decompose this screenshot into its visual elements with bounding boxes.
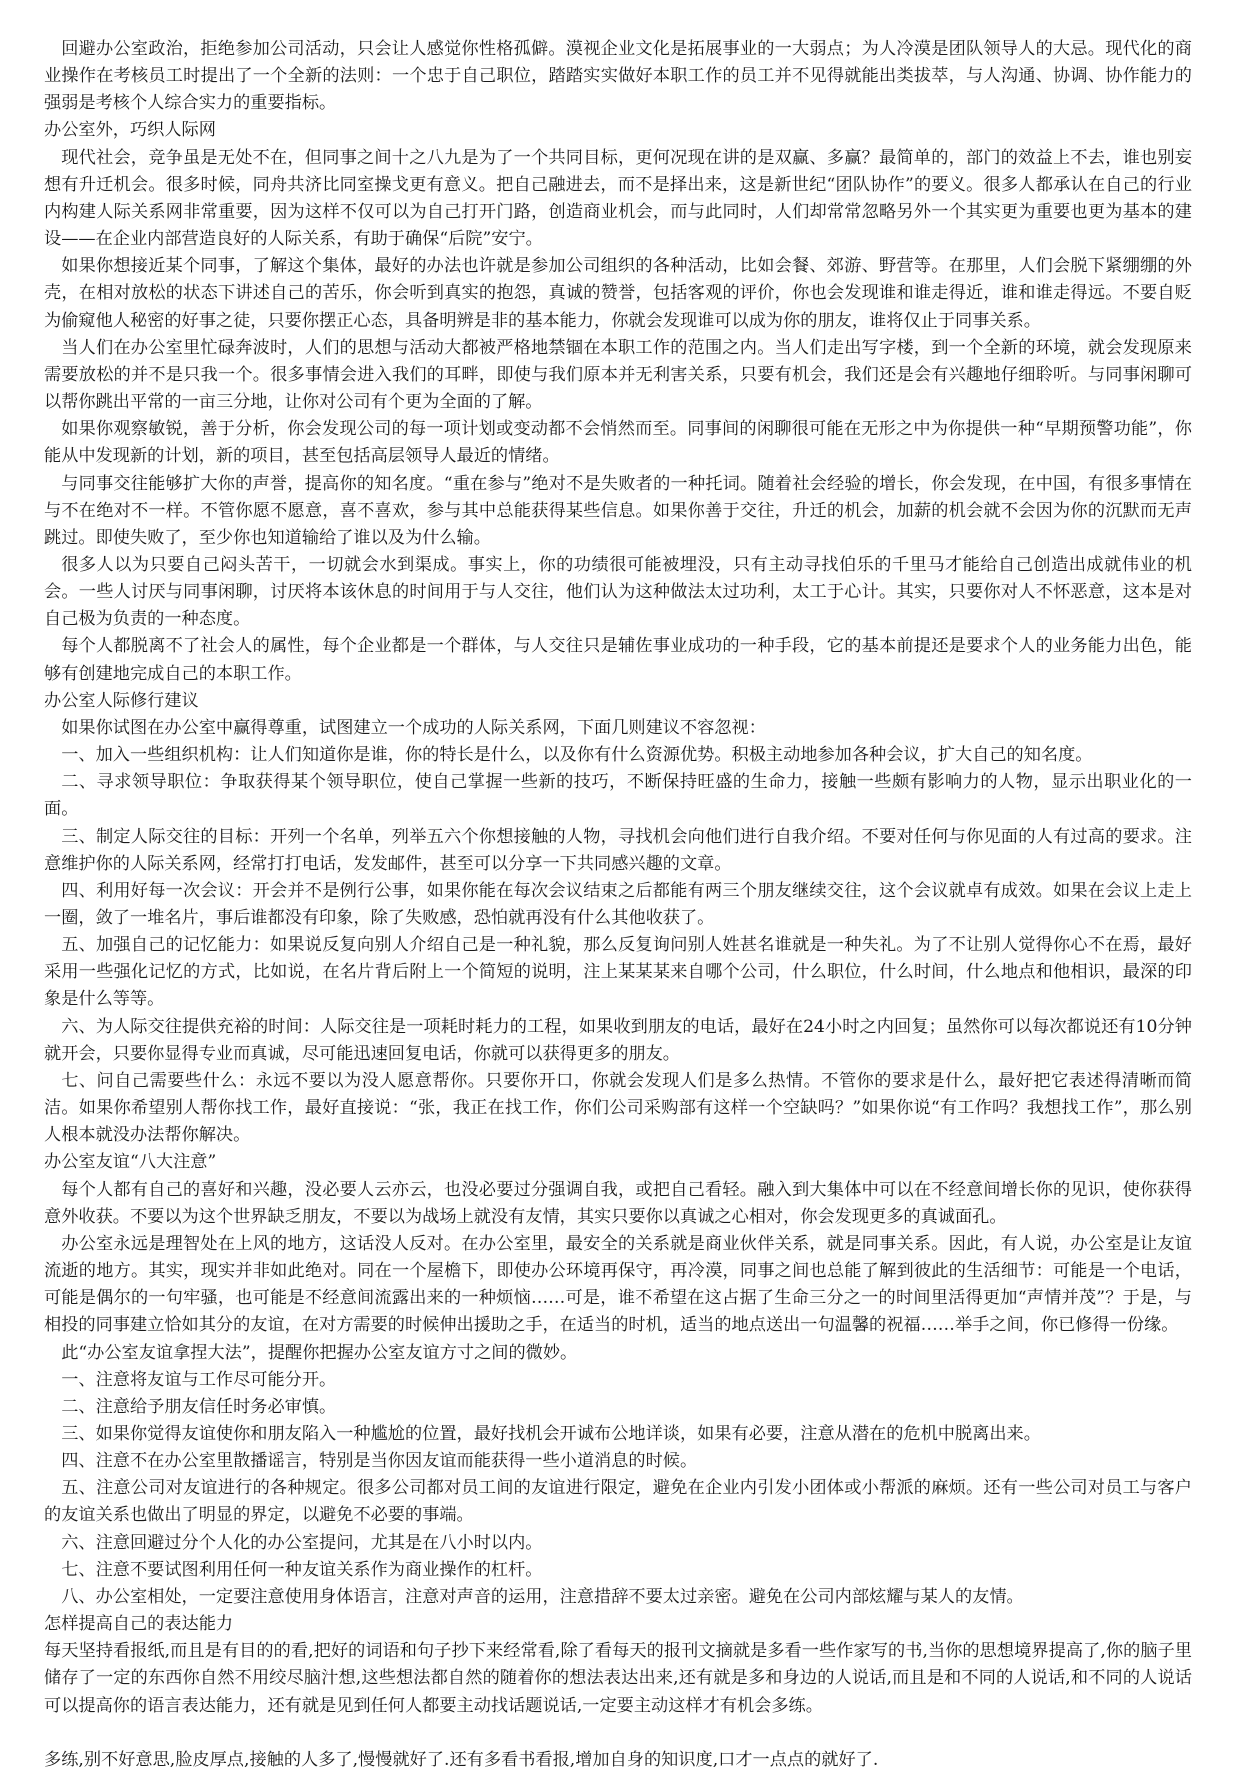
paragraph: 多练,别不好意思,脸皮厚点,接触的人多了,慢慢就好了.还有多看书看报,增加自身的知识度,口才一点点的就好了. bbox=[44, 1749, 879, 1770]
list-item: 五、加强自己的记忆能力：如果说反复向别人介绍自己是一种礼貌，那么反复询问别人姓甚名谁就是一种失礼。为了不让别人觉得你心不在焉，最好采用一些强化记忆的方式，比如说，在名片背后附上一个简短的说明，注上某某某来自哪个公司，什么职位，什么时间，什么地点和他相识，最深的印象是什么等等。 bbox=[44, 935, 1192, 1010]
section-heading: 办公室外，巧织人际网 bbox=[44, 120, 216, 141]
paragraph: 回避办公室政治，拒绝参加公司活动，只会让人感觉你性格孤僻。漠视企业文化是拓展事业的一大弱点；为人冷漠是团队领导人的大忌。现代化的商业操作在考核员工时提出了一个全新的法则：一个忠于自己职位，踏踏实实做好本职工作的员工并不见得就能出类拔萃，与人沟通、协调、协作能力的强弱是考核个人综合实力的重要指标。 bbox=[44, 39, 1192, 114]
paragraph: 此“办公室友谊拿捏大法”，提醒你把握办公室友谊方寸之间的微妙。 bbox=[61, 1342, 578, 1363]
paragraph: 如果你观察敏锐，善于分析，你会发现公司的每一项计划或变动都不会悄然而至。同事间的闲聊很可能在无形之中为你提供一种“早期预警功能”，你能从中发现新的计划，新的项目，甚至包括高层领导人最近的情绪。 bbox=[44, 419, 1192, 467]
list-item: 七、问自己需要些什么：永远不要以为没人愿意帮你。只要你开口，你就会发现人们是多么热情。不管你的要求是什么，最好把它表述得清晰而简洁。如果你希望别人帮你找工作，最好直接说：“张，我正在找工作，你们公司采购部有这样一个空缺吗？”如果你说“有工作吗？我想找工作”，那么别人根本就没办法帮你解决。 bbox=[44, 1070, 1192, 1146]
paragraph: 每个人都脱离不了社会人的属性，每个企业都是一个群体，与人交往只是辅佐事业成功的一种手段，它的基本前提还是要求个人的业务能力出色，能够有创建地完成自己的本职工作。 bbox=[44, 636, 1192, 684]
list-item: 四、注意不在办公室里散播谣言，特别是当你因友谊而能获得一些小道消息的时候。 bbox=[61, 1451, 698, 1472]
list-item: 六、为人际交往提供充裕的时间：人际交往是一项耗时耗力的工程，如果收到朋友的电话，最好在24小时之内回复；虽然你可以每次都说还有10分钟就开会，只要你显得专业而真诚，尽可能迅速回复电话，你就可以获得更多的朋友。 bbox=[44, 1016, 1192, 1064]
list-item: 三、如果你觉得友谊使你和朋友陷入一种尴尬的位置，最好找机会开诚布公地详谈，如果有必要，注意从潜在的危机中脱离出来。 bbox=[61, 1423, 1041, 1444]
paragraph: 当人们在办公室里忙碌奔波时，人们的思想与活动大都被严格地禁锢在本职工作的范围之内。当人们走出写字楼，到一个全新的环境，就会发现原来需要放松的并不是只我一个。很多事情会进入我们的耳畔，即使与我们原本并无利害关系，只要有机会，我们还是会有兴趣地仔细聆听。与同事闲聊可以帮你跳出平常的一亩三分地，让你对公司有个更为全面的了解。 bbox=[44, 337, 1192, 413]
list-item: 四、利用好每一次会议：开会并不是例行公事，如果你能在每次会议结束之后都能有两三个朋友继续交往，这个会议就卓有成效。如果在会议上走上一圈，敛了一堆名片，事后谁都没有印象，除了失败感，恐怕就再没有什么其他收获了。 bbox=[44, 880, 1192, 928]
document-body bbox=[44, 36, 1192, 1774]
list-item: 一、加入一些组织机构：让人们知道你是谁，你的特长是什么，以及你有什么资源优势。积极主动地参加各种会议，扩大自己的知名度。 bbox=[61, 745, 1093, 766]
paragraph: 很多人以为只要自己闷头苦干，一切就会水到渠成。事实上，你的功绩很可能被埋没，只有主动寻找伯乐的千里马才能给自己创造出成就伟业的机会。一些人讨厌与同事闲聊，讨厌将本该休息的时间用于与人交往，他们认为这种做法太过功利，太工于心计。其实，只要你对人不怀恶意，这本是对自己极为负责的一种态度。 bbox=[44, 554, 1192, 630]
blank-line bbox=[44, 1720, 1192, 1747]
section-heading: 办公室人际修行建议 bbox=[44, 690, 199, 711]
paragraph: 办公室永远是理智处在上风的地方，这话没人反对。在办公室里，最安全的关系就是商业伙伴关系，就是同事关系。因此，有人说，办公室是让友谊流逝的地方。其实，现实并非如此绝对。同在一个屋檐下，即使办公环境再保守，再冷漠，同事之间也总能了解到彼此的生活细节：可能是一个电话，可能是偶尔的一句牢骚，也可能是不经意间流露出来的一种烦恼……可是，谁不希望在这占据了生命三分之一的时间里活得更加“声情并茂”？于是，与相投的同事建立恰如其分的友谊，在对方需要的时候伸出援助之手，在适当的时机，适当的地点送出一句温馨的祝福……举手之间，你已修得一份缘。 bbox=[44, 1233, 1192, 1336]
paragraph: 如果你试图在办公室中赢得尊重，试图建立一个成功的人际关系网，下面几则建议不容忽视： bbox=[61, 717, 766, 738]
list-item: 二、寻求领导职位：争取获得某个领导职位，使自己掌握一些新的技巧，不断保持旺盛的生命力，接触一些颇有影响力的人物，显示出职业化的一面。 bbox=[44, 772, 1192, 820]
list-item: 一、注意将友谊与工作尽可能分开。 bbox=[61, 1369, 337, 1390]
list-item: 七、注意不要试图利用任何一种友谊关系作为商业操作的杠杆。 bbox=[61, 1559, 543, 1580]
section-heading: 办公室友谊“八大注意” bbox=[44, 1152, 217, 1173]
paragraph: 与同事交往能够扩大你的声誉，提高你的知名度。“重在参与”绝对不是失败者的一种托词。随着社会经验的增长，你会发现，在中国，有很多事情在与不在绝对不一样。不管你愿不愿意，喜不喜欢，参与其中总能获得某些信息。如果你善于交往，升迁的机会，加薪的机会就不会因为你的沉默而无声跳过。即使失败了，至少你也知道输给了谁以及为什么输。 bbox=[44, 473, 1192, 548]
paragraph: 每个人都有自己的喜好和兴趣，没必要人云亦云，也没必要过分强调自我，或把自己看轻。融入到大集体中可以在不经意间增长你的见识，使你获得意外收获。不要以为这个世界缺乏朋友，不要以为战场上就没有友情，其实只要你以真诚之心相对，你会发现更多的真诚面孔。 bbox=[44, 1179, 1192, 1227]
section-heading: 怎样提高自己的表达能力 bbox=[44, 1614, 234, 1635]
paragraph: 每天坚持看报纸,而且是有目的的看,把好的词语和句子抄下来经常看,除了看每天的报刊文摘就是多看一些作家写的书,当你的思想境界提高了,你的脑子里储存了一定的东西你自然不用绞尽脑汁想,这些想法都自然的随着你的想法表达出来,还有就是多和身边的人说话,而且是和不同的人说话,和不同的人说话可以提高你的语言表达能力，还有就是见到任何人都要主动找话题说话,一定要主动这样才有机会多练。 bbox=[44, 1641, 1192, 1716]
list-item: 八、办公室相处，一定要注意使用身体语言，注意对声音的运用，注意措辞不要太过亲密。避免在公司内部炫耀与某人的友情。 bbox=[61, 1586, 1024, 1607]
paragraph: 如果你想接近某个同事，了解这个集体，最好的办法也许就是参加公司组织的各种活动，比如会餐、郊游、野营等。在那里，人们会脱下紧绷绷的外壳，在相对放松的状态下讲述自己的苦乐，你会听到真实的抱怨，真诚的赞誉，包括客观的评价，你也会发现谁和谁走得近，谁和谁走得远。不要自贬为偷窥他人秘密的好事之徒，只要你摆正心态，具备明辨是非的基本能力，你就会发现谁可以成为你的朋友，谁将仅止于同事关系。 bbox=[44, 256, 1192, 331]
list-item: 六、注意回避过分个人化的办公室提问，尤其是在八小时以内。 bbox=[61, 1532, 543, 1553]
paragraph: 现代社会，竞争虽是无处不在，但同事之间十之八九是为了一个共同目标，更何况现在讲的是双赢、多赢？最简单的，部门的效益上不去，谁也别妄想有升迁机会。很多时候，同舟共济比同室操戈更有意义。把自己融进去，而不是择出来，这是新世纪“团队协作”的要义。很多人都承认在自己的行业内构建人际关系网非常重要，因为这样不仅可以为自己打开门路，创造商业机会，而与此同时，人们却常常忽略另外一个其实更为重要也更为基本的建设——在企业内部营造良好的人际关系，有助于确保“后院”安宁。 bbox=[44, 147, 1192, 250]
list-item: 五、注意公司对友谊进行的各种规定。很多公司都对员工间的友谊进行限定，避免在企业内引发小团体或小帮派的麻烦。还有一些公司对员工与客户的友谊关系也做出了明显的界定，以避免不必要的事端。 bbox=[44, 1478, 1192, 1526]
list-item: 二、注意给予朋友信任时务必审慎。 bbox=[61, 1396, 337, 1417]
list-item: 三、制定人际交往的目标：开列一个名单，列举五六个你想接触的人物，寻找机会向他们进行自我介绍。不要对任何与你见面的人有过高的要求。注意维护你的人际关系网，经常打打电话，发发邮件，甚至可以分享一下共同感兴趣的文章。 bbox=[44, 826, 1192, 874]
